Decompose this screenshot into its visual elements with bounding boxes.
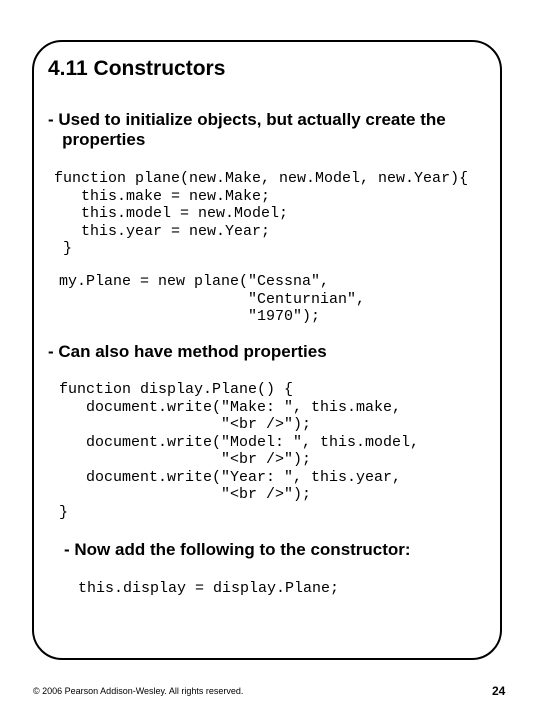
slide-title: 4.11 Constructors	[48, 57, 226, 80]
copyright-notice: © 2006 Pearson Addison-Wesley. All rights reserved.	[33, 686, 244, 696]
bullet-method-properties: - Can also have method properties	[48, 342, 327, 361]
code-instantiate-plane: my.Plane = new plane("Cessna", "Centurnian", "1970");	[59, 273, 366, 325]
code-display-plane-function: function display.Plane() { document.write("Make: ", this.make, "<br />"); document.write("Model: ", this.model, "<br />"); document.write("Year: ", this.year, "<br />"); }	[59, 381, 420, 521]
bullet-add-to-constructor: - Now add the following to the constructor:	[64, 540, 411, 559]
code-assign-display: this.display = display.Plane;	[78, 580, 340, 597]
page-number: 24	[492, 684, 506, 698]
bullet-initialize-objects: - Used to initialize objects, but actually create the properties	[48, 110, 446, 149]
code-constructor-plane: function plane(new.Make, new.Model, new.Year){ this.make = new.Make; this.model = new.Model; this.year = new.Year; }	[54, 170, 469, 257]
